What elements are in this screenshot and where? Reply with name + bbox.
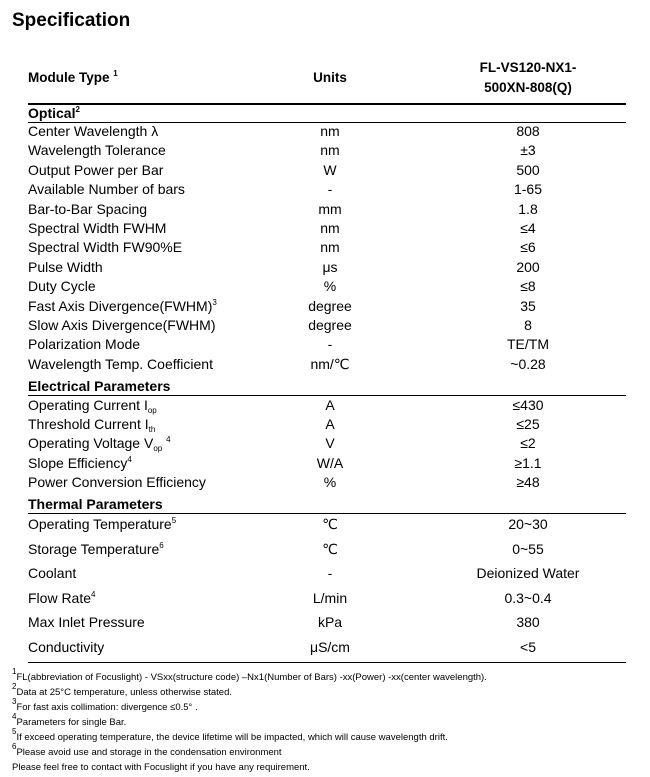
table-row [28,238,628,257]
param-name [28,454,132,473]
unit-cell: - [327,336,333,353]
footnote-text: FL(abbreviation of Focuslight) - VSxx(structure code) –Nx1(Number of Bars) -xx(Power) -xx(center wavelength). [16,672,487,683]
unit-cell: degree [308,297,352,314]
value-cell: 500 [516,161,540,178]
value-cell: ≥1.1 [514,454,542,471]
param-label: Bar-to-Bar Spacing [28,200,148,217]
table-row [28,258,628,277]
table-row [28,316,628,335]
value-cell: 0~55 [512,540,544,557]
page-title: Specification [12,10,131,31]
footnote [12,712,642,730]
param-name [28,335,140,354]
param-name [28,564,76,583]
value-cell: 20~30 [508,516,548,532]
param-subscript: op [147,406,157,415]
table-row [28,434,628,453]
param-label: Wavelength Temp. Coefficient [28,355,213,372]
table-header [28,56,628,104]
param-name [28,122,158,141]
unit-cell: % [323,278,337,295]
footnote-ref: 4 [166,435,171,445]
param-label: Pulse Width [28,258,103,275]
footnote-ref: 4 [91,589,96,599]
footnote-ref: 6 [159,540,164,550]
unit-cell: nm/℃ [310,355,350,372]
electrical-section-title: Electrical Parameters [28,378,171,394]
param-name [28,515,176,534]
footnote-mark: 5 [12,727,17,736]
table-bottom-line [28,662,626,663]
unit-cell: kPa [317,614,343,631]
table-row [28,564,628,583]
footnote-ref: 3 [212,297,217,307]
param-label: Operating Current I [28,397,148,413]
table-row [28,122,628,141]
param-subscript: op [153,444,163,454]
param-name [28,219,166,238]
footnote-mark: 3 [12,697,17,706]
unit-cell: nm [320,123,340,139]
param-name [28,258,103,277]
param-label: Polarization Mode [28,336,141,353]
table-row [28,613,628,632]
param-label: Output Power per Bar [28,161,164,178]
param-label: Flow Rate [28,589,92,606]
param-label: Max Inlet Pressure [28,614,145,631]
module-type-header [28,70,118,85]
optical-section-title [28,105,80,121]
table-row [28,180,628,199]
param-label: Slow Axis Divergence(FWHM) [28,317,216,333]
footnote-ref: 5 [171,516,177,525]
value-cell: ≥48 [516,473,540,490]
value-cell: <5 [520,639,536,655]
footnote-mark: 4 [12,712,17,721]
thermal-section-title: Thermal Parameters [28,496,163,512]
value-cell: Deionized Water [476,565,580,582]
param-name [28,141,166,160]
unit-cell: - [327,181,333,198]
param-label: Center Wavelength λ [28,123,159,139]
param-name [28,238,182,257]
footnote-mark: 6 [12,742,17,751]
section-divider [28,513,626,514]
table-row [28,297,628,316]
value-cell: ~0.28 [510,355,546,372]
table-row [28,638,628,657]
unit-cell: nm [320,142,340,159]
footnote-mark: 2 [12,682,17,691]
param-label: Storage Temperature [28,540,160,557]
table-row [28,589,628,608]
unit-cell: L/min [312,589,348,606]
table-row [28,473,628,492]
param-label: Spectral Width FW90%E [28,239,183,256]
footnote [12,682,642,700]
footnote-text: For fast axis collimation: divergence ≤0.5° . [16,702,198,713]
param-name [28,297,217,316]
module-type-label: Module Type [28,70,110,85]
units-header: Units [313,70,347,85]
table-row [28,200,628,219]
param-name [28,473,206,492]
model-line-1: FL-VS120-NX1- [479,60,577,75]
param-label: Spectral Width FWHM [28,220,167,236]
unit-cell: W [323,161,337,178]
value-cell: ≤2 [520,435,536,452]
footnote-text: Data at 25°C temperature, unless otherwise stated. [16,687,233,698]
table-row [28,141,628,160]
footnote [12,742,642,760]
footnote-ref: 2 [75,105,80,114]
param-label: Slope Efficiency [28,454,128,471]
value-cell: 8 [524,317,532,333]
value-cell: ≤4 [520,220,536,236]
value-cell: 1.8 [518,200,538,217]
value-cell: ≤8 [520,278,536,295]
value-cell: 808 [516,123,540,139]
unit-cell: mm [318,200,342,217]
value-cell: 0.3~0.4 [504,589,552,606]
unit-cell: V [325,435,335,452]
unit-cell: % [323,473,337,490]
param-name [28,277,96,296]
unit-cell: μS/cm [310,639,350,655]
header-divider [28,103,626,105]
param-name [28,540,164,559]
table-row [28,515,628,534]
param-subscript: th [148,425,156,435]
param-name [28,396,157,415]
param-name [28,200,147,219]
footnote-mark: 1 [12,667,17,676]
value-cell: ≤25 [516,416,540,433]
param-name [28,638,104,657]
param-name [28,589,95,608]
footnote-text: Please avoid use and storage in the condensation environment [16,747,282,758]
param-name [28,415,155,434]
param-name [28,180,185,199]
table-row [28,161,628,180]
param-label: Operating Voltage V [28,435,154,452]
table-row [28,277,628,296]
param-label: Fast Axis Divergence(FWHM) [28,297,213,314]
footnote-ref: 1 [113,69,118,78]
table-row [28,335,628,354]
param-label: Duty Cycle [28,278,96,295]
param-label: Conductivity [28,639,105,655]
param-label: Available Number of bars [28,181,185,198]
param-label: Wavelength Tolerance [28,142,166,159]
footnote-text: Parameters for single Bar. [16,717,127,728]
param-name [28,613,145,632]
value-cell: ≤6 [520,239,536,256]
unit-cell: ℃ [322,540,338,557]
value-cell: 380 [516,614,540,631]
footnote-text: If exceed operating temperature, the device lifetime will be impacted, which will cause wavelength drift. [16,732,448,743]
optical-heading: Optical [28,105,76,121]
footnote [12,727,642,745]
value-cell: 1-65 [513,181,543,198]
unit-cell: nm [320,239,340,256]
footnote-ref: 4 [127,454,132,464]
value-cell: 35 [520,297,536,314]
param-label: Operating Temperature [28,516,172,532]
footnote [12,760,642,775]
param-name [28,355,213,374]
footnote [12,667,642,685]
param-label: Power Conversion Efficiency [28,473,206,490]
footnote [12,697,642,715]
unit-cell: ℃ [322,516,338,532]
table-row [28,454,628,473]
param-name [28,316,215,335]
unit-cell: nm [320,220,340,236]
table-row [28,415,628,434]
unit-cell: A [325,397,335,413]
value-cell: ≤430 [512,397,544,413]
footnote-text: Please feel free to contact with Focuslight if you have any requirement. [12,762,310,773]
unit-cell: μs [322,258,338,275]
unit-cell: W/A [316,454,344,471]
unit-cell: - [327,565,333,582]
table-row [28,219,628,238]
table-row [28,540,628,559]
param-name [28,161,163,180]
param-label: Threshold Current I [28,416,149,433]
unit-cell: A [325,416,335,433]
param-name [28,434,171,453]
table-row [28,355,628,374]
table-row [28,396,628,415]
value-cell: 200 [516,258,540,275]
unit-cell: degree [308,317,352,333]
model-header [448,58,608,98]
value-cell: ±3 [520,142,536,159]
footnotes [12,667,642,775]
param-label: Coolant [28,565,77,582]
value-cell: TE/TM [507,336,549,353]
model-line-2: 500XN-808(Q) [484,80,572,95]
